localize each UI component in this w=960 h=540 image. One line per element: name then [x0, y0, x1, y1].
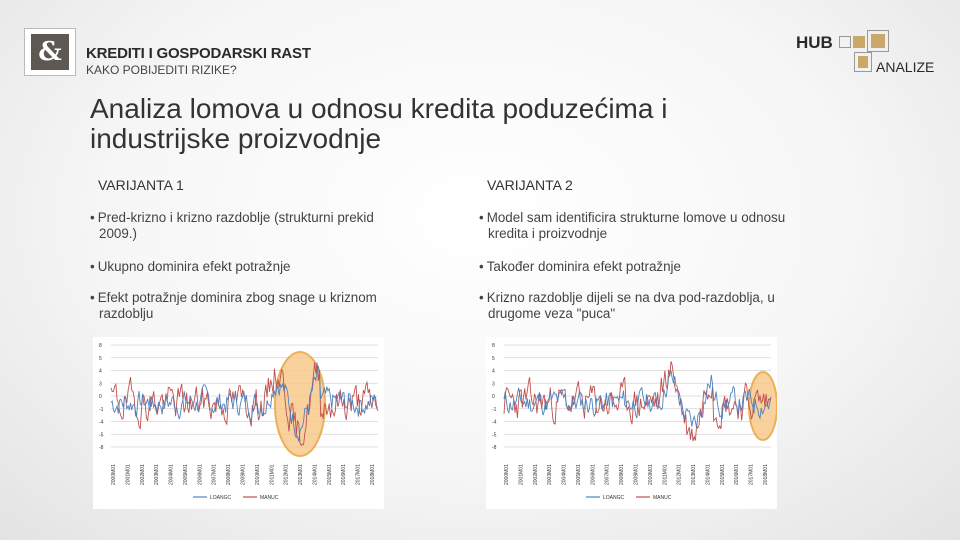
x-tick-label: 2011M01	[269, 464, 276, 485]
bullet-text: 2009.)	[99, 226, 137, 241]
bullet-item: • Model sam identificira strukturne lomove u odnosu kredita i proizvodnje	[479, 210, 786, 241]
logo-square-icon	[853, 36, 865, 48]
x-tick-label: 2005M01	[575, 464, 582, 485]
x-tick-label: 2017M01	[355, 464, 362, 485]
legend-label-manuc: MANUC	[653, 495, 672, 501]
x-tick-label: 2014M01	[705, 464, 712, 485]
x-tick-label: 2018M01	[763, 464, 769, 485]
bullet-text: razdoblju	[99, 306, 154, 321]
hub-logo-text: HUB	[796, 33, 833, 52]
y-tick-label: 8	[492, 343, 495, 349]
line-chart-varijanta-1	[93, 337, 384, 509]
x-tick-label: 2000M01	[504, 464, 510, 485]
x-tick-label: 2009M01	[240, 464, 247, 485]
x-tick-label: 2016M01	[341, 464, 348, 485]
x-tick-label: 2003M01	[547, 464, 554, 485]
analize-logo-text: ANALIZE	[876, 59, 935, 75]
y-tick-label: 0	[492, 394, 495, 400]
logo-square-icon	[871, 34, 885, 48]
x-tick-label: 2009M01	[633, 464, 640, 485]
y-tick-label: -4	[492, 419, 497, 426]
x-tick-label: 2018M01	[370, 464, 376, 485]
x-tick-label: 2010M01	[254, 464, 261, 485]
y-tick-label: 3	[99, 381, 102, 388]
bullet-item: • Ukupno dominira efekt potražnje	[90, 259, 291, 274]
x-tick-label: 2002M01	[532, 464, 539, 485]
series-line-loangc	[111, 366, 378, 442]
x-tick-label: 2004M01	[168, 464, 175, 485]
brand-subtitle: KAKO POBIJEDITI RIZIKE?	[86, 63, 237, 77]
y-tick-label: -5	[99, 432, 104, 439]
y-tick-label: 3	[492, 381, 495, 388]
bullet-item: • Krizno razdoblje dijeli se na dva pod-razdoblja, u drugome veza "puca"	[479, 290, 775, 321]
ampersand-logo	[24, 28, 76, 76]
legend-label-loangc: LOANGC	[210, 495, 232, 501]
x-tick-label: 2013M01	[691, 464, 698, 485]
ampersand-logo-glyph: &	[31, 34, 69, 70]
x-tick-label: 2011M01	[662, 464, 669, 485]
x-tick-label: 2016M01	[734, 464, 741, 485]
x-tick-label: 2008M01	[619, 464, 626, 485]
bullet-text: kredita i proizvodnje	[488, 226, 608, 241]
slide-title	[90, 94, 810, 154]
legend-label-manuc: MANUC	[260, 495, 279, 501]
x-tick-label: 2001M01	[125, 464, 132, 485]
brand-title: KREDITI I GOSPODARSKI RAST	[86, 45, 311, 62]
x-tick-label: 2003M01	[154, 464, 161, 485]
line-chart-varijanta-2	[486, 337, 777, 509]
logo-square-icon	[839, 36, 851, 48]
y-tick-label: -8	[99, 445, 104, 451]
series-line-manuc	[504, 361, 771, 441]
y-tick-label: 4	[99, 368, 102, 375]
logo-square-icon	[858, 56, 868, 68]
x-tick-label: 2006M01	[590, 464, 597, 485]
bullet-text: Također dominira efekt potražnje	[486, 259, 681, 274]
x-tick-label: 2007M01	[604, 464, 611, 485]
x-tick-label: 2013M01	[298, 464, 305, 485]
chart-image-varijanta-1	[93, 337, 384, 509]
x-tick-label: 2008M01	[226, 464, 233, 485]
y-tick-label: -5	[492, 432, 497, 439]
y-tick-label: 4	[492, 368, 495, 375]
legend-label-loangc: LOANGC	[603, 495, 625, 501]
x-tick-label: 2010M01	[647, 464, 654, 485]
bullet-text: Krizno razdoblje dijeli se na dva pod-razdoblja, u	[486, 290, 775, 305]
bullet-text: Efekt potražnje dominira zbog snage u kriznom	[97, 290, 377, 305]
column-heading-varijanta-1: VARIJANTA 1	[98, 177, 184, 193]
x-tick-label: 2012M01	[283, 464, 290, 485]
bullet-text: Pred-krizno i krizno razdoblje (strukturni prekid	[97, 210, 374, 225]
column-heading-varijanta-2: VARIJANTA 2	[487, 177, 573, 193]
y-tick-label: -8	[492, 445, 497, 451]
x-tick-label: 2004M01	[561, 464, 568, 485]
x-tick-label: 2000M01	[111, 464, 117, 485]
y-tick-label: -4	[99, 419, 104, 426]
y-tick-label: 0	[99, 394, 102, 400]
bullet-text: Ukupno dominira efekt potražnje	[97, 259, 291, 274]
y-tick-label: -1	[492, 406, 497, 413]
x-tick-label: 2002M01	[139, 464, 146, 485]
y-tick-label: 8	[99, 343, 102, 349]
slide-title-line2: industrijske proizvodnje	[90, 123, 382, 154]
x-tick-label: 2001M01	[518, 464, 525, 485]
bullet-text: drugome veza "puca"	[488, 306, 616, 321]
x-tick-label: 2015M01	[719, 464, 726, 485]
slide-title-line1: Analiza lomova u odnosu kredita poduzećima i	[90, 93, 668, 124]
x-tick-label: 2005M01	[182, 464, 189, 485]
x-tick-label: 2007M01	[211, 464, 218, 485]
y-tick-label: -1	[99, 406, 104, 413]
x-tick-label: 2012M01	[676, 464, 683, 485]
bullet-item: • Također dominira efekt potražnje	[479, 259, 681, 274]
x-tick-label: 2015M01	[326, 464, 333, 485]
hub-analize-logo	[796, 28, 938, 78]
bullet-item: • Pred-krizno i krizno razdoblje (strukturni prekid 2009.)	[90, 210, 374, 241]
x-tick-label: 2014M01	[312, 464, 319, 485]
bullet-text: Model sam identificira strukturne lomove u odnosu	[486, 210, 786, 225]
x-tick-label: 2017M01	[748, 464, 755, 485]
y-tick-label: 5	[492, 355, 495, 362]
chart-image-varijanta-2	[486, 337, 777, 509]
y-tick-label: 5	[99, 355, 102, 362]
bullet-item: • Efekt potražnje dominira zbog snage u kriznom razdoblju	[90, 290, 377, 321]
x-tick-label: 2006M01	[197, 464, 204, 485]
